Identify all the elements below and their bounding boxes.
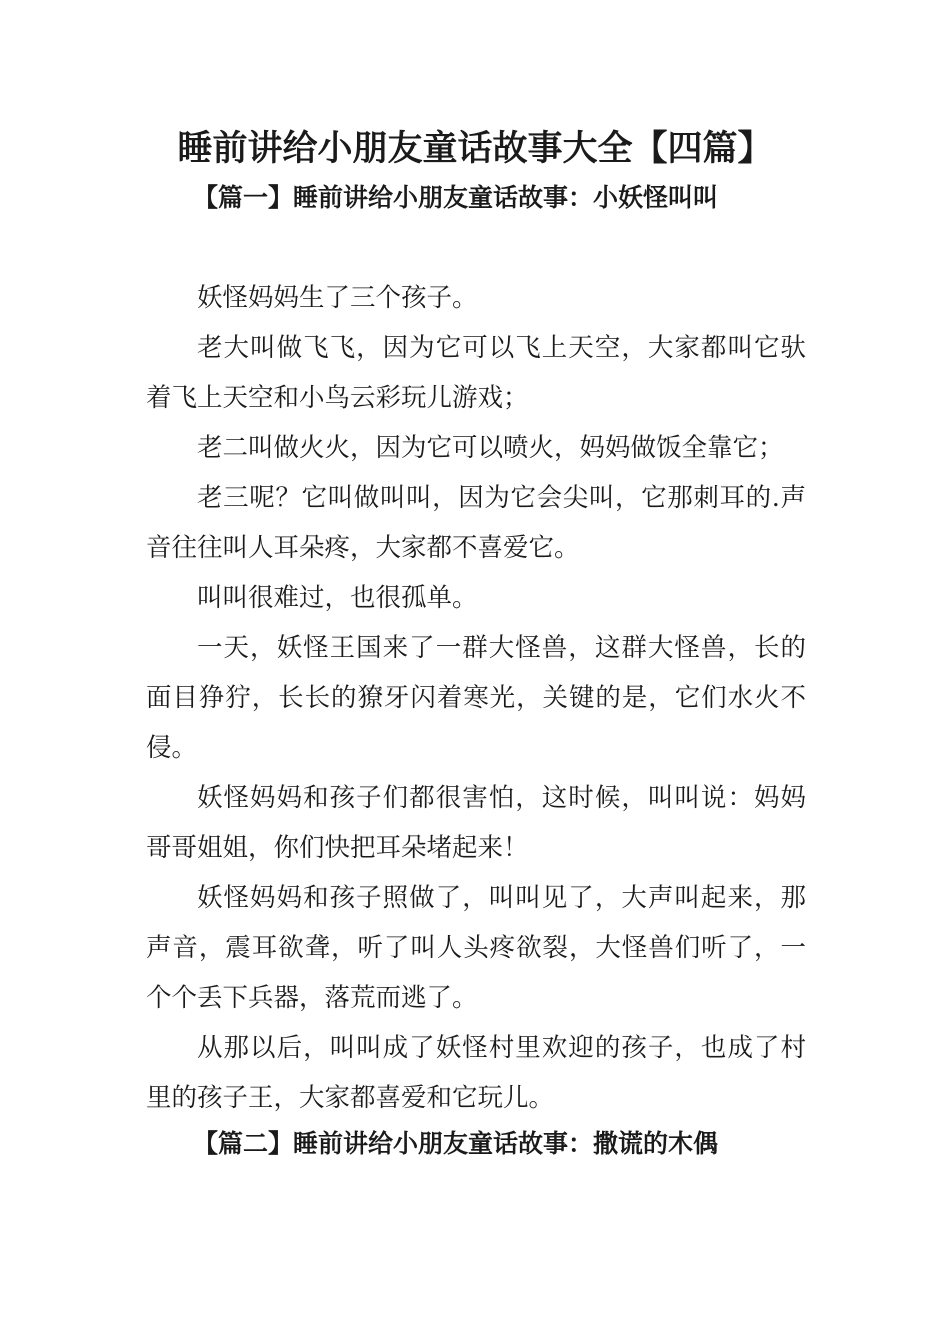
paragraph: 妖怪妈妈和孩子们都很害怕，这时候，叫叫说：妈妈哥哥姐姐，你们快把耳朵堵起来！ [146,783,806,863]
paragraph: 从那以后，叫叫成了妖怪村里欢迎的孩子，也成了村里的孩子王，大家都喜爱和它玩儿。 [146,1033,806,1113]
section-heading-1: 【篇一】睡前讲给小朋友童话故事：小妖怪叫叫 [193,183,719,212]
paragraph: 老大叫做飞飞，因为它可以飞上天空，大家都叫它驮着飞上天空和小鸟云彩玩儿游戏； [146,333,806,413]
section-heading-2: 【篇二】睡前讲给小朋友童话故事：撒谎的木偶 [193,1129,719,1158]
story-body [146,273,806,1123]
paragraph: 一天，妖怪王国来了一群大怪兽，这群大怪兽，长的面目狰狞，长长的獠牙闪着寒光，关键的是，它们水火不侵。 [146,633,806,763]
paragraph: 叫叫很难过，也很孤单。 [197,583,478,613]
paragraph: 老二叫做火火，因为它可以喷火，妈妈做饭全靠它； [197,433,784,463]
paragraph: 老三呢？它叫做叫叫，因为它会尖叫，它那刺耳的.声音往往叫人耳朵疼，大家都不喜爱它。 [146,483,806,563]
paragraph: 妖怪妈妈和孩子照做了，叫叫见了，大声叫起来，那声音，震耳欲聋，听了叫人头疼欲裂，大怪兽们听了，一个个丢下兵器，落荒而逃了。 [146,883,806,1013]
paragraph: 妖怪妈妈生了三个孩子。 [197,283,478,313]
document-title: 睡前讲给小朋友童话故事大全【四篇】 [177,129,773,169]
